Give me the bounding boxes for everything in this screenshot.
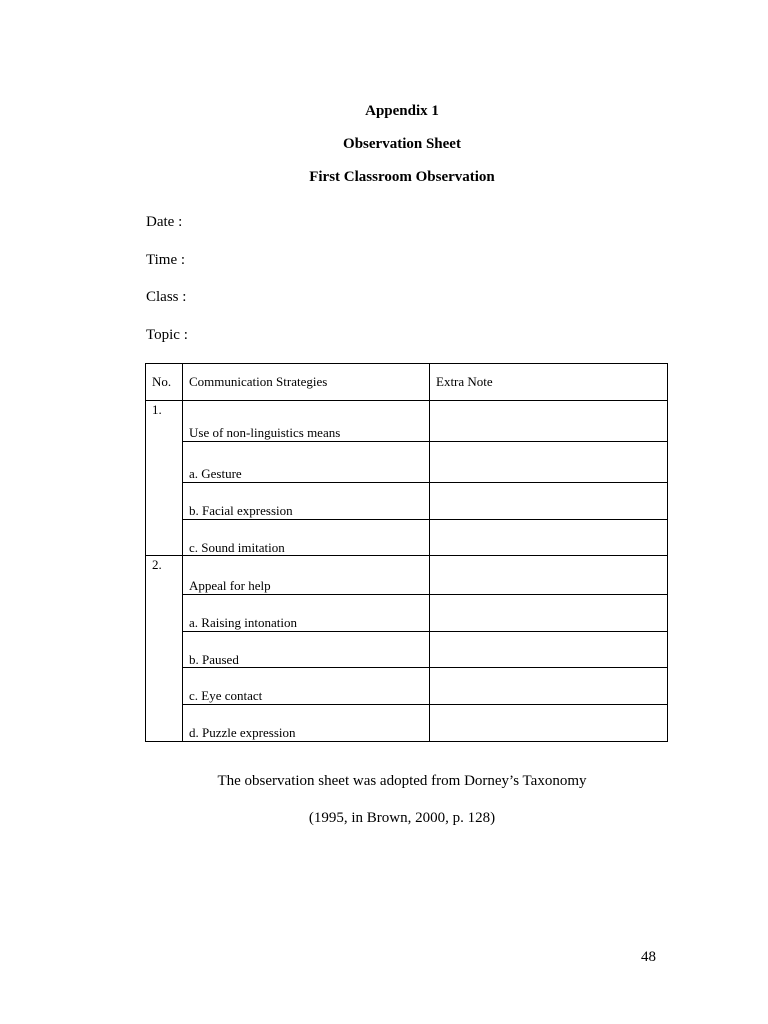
topic-field-label: Topic : [146,327,188,343]
table-border-left [145,363,146,742]
row-divider [182,631,668,632]
time-field-label: Time : [146,252,186,268]
strategy-label: a. Gesture [189,466,242,481]
page-number: 48 [641,949,656,965]
strategy-label: a. Raising intonation [189,615,297,630]
row-divider [182,667,668,668]
row-divider [182,441,668,442]
appendix-heading: Appendix 1 [365,103,439,119]
row-divider [182,704,668,705]
table-border-bottom [145,741,668,742]
strategy-label: b. Paused [189,652,239,667]
row-divider [182,594,668,595]
caption-line-1: The observation sheet was adopted from Dorney’s Taxonomy [217,773,587,789]
column-header-no: No. [152,374,172,389]
class-field-label: Class : [146,289,187,305]
observation-title: First Classroom Observation [309,169,495,185]
caption-line-2: (1995, in Brown, 2000, p. 128) [308,810,496,826]
group-number: 2. [152,557,162,572]
column-divider [182,363,183,742]
strategy-label: Appeal for help [189,578,271,593]
strategy-label: c. Eye contact [189,688,263,703]
strategy-label: c. Sound imitation [189,540,285,555]
table-border-right [667,363,668,742]
column-header-extra-note: Extra Note [436,374,493,389]
row-divider [182,519,668,520]
header-divider [145,400,668,401]
group-divider [145,555,668,556]
column-header-strategies: Communication Strategies [189,374,328,389]
sheet-title: Observation Sheet [343,136,461,152]
strategy-label: b. Facial expression [189,503,293,518]
group-number: 1. [152,402,162,417]
strategy-label: Use of non-linguistics means [189,425,341,440]
table-border-top [145,363,668,364]
row-divider [182,482,668,483]
observation-table [145,363,668,742]
column-divider [429,363,430,742]
strategy-label: d. Puzzle expression [189,725,296,740]
date-field-label: Date : [146,214,183,230]
